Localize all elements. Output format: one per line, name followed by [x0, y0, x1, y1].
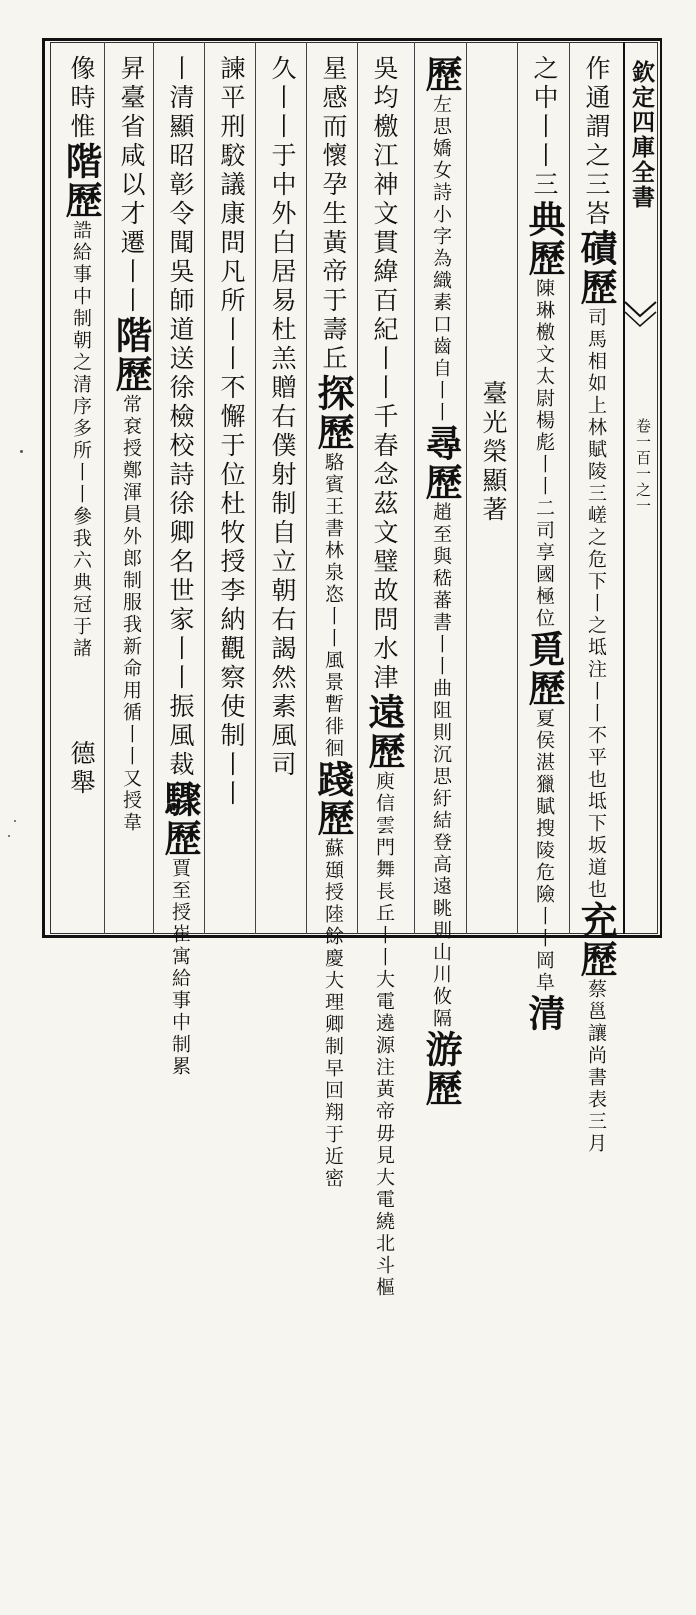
body-text: 之中丨丨三	[530, 55, 559, 200]
citation-text: 趙至與嵇蕃書丨丨曲阻則沉思紆結登高遠眺則山川攸隔	[430, 502, 452, 1030]
column-rule	[414, 42, 415, 934]
body-text: 吳均檄江神文貫緯百紀丨丨千春念茲文璧故問水津	[370, 55, 399, 693]
citation-text: 駱賓王書林泉恣丨丨風景暫徘徊	[322, 452, 344, 760]
entry-heading: 驟歷	[158, 780, 202, 858]
citation-text: 誥給事中制朝之清序多所丨丨參我六典冠于諸	[70, 220, 92, 660]
entry-heading: 階歷	[109, 316, 153, 394]
citation-text: 司馬相如上林賦陵三嵯之危下丨之坻注丨丨不平也坻下坂道也	[585, 307, 607, 901]
volume-label: 卷一百一之一	[634, 418, 652, 514]
entry-heading: 清	[522, 994, 566, 1033]
entry-heading: 歷	[419, 55, 463, 94]
body-text: 昇臺省咸以才遷丨丨	[117, 55, 146, 316]
entry-heading: 游歷	[419, 1030, 463, 1108]
entry-heading: 探歷	[311, 374, 355, 452]
entry-heading: 覓歷	[522, 630, 566, 708]
body-text: 臺光榮顯著	[479, 380, 508, 525]
text-column-7	[257, 55, 307, 930]
citation-text: 常袞授鄭渾員外郎制服我新命用循丨丨又授韋	[120, 394, 142, 834]
citation-text: 賈至授崔寓給事中制累	[169, 858, 191, 1078]
body-text: 作通謂之三峇	[582, 55, 611, 229]
text-column-8	[206, 55, 256, 930]
body-text: 像時惟	[67, 55, 96, 142]
book-title: 欽定四庫全書	[628, 60, 655, 210]
entry-heading: 尋歷	[419, 424, 463, 502]
entry-heading: 歷	[574, 268, 618, 307]
ink-speck	[20, 450, 23, 453]
text-column-1	[571, 55, 621, 1155]
column-rule	[466, 42, 467, 934]
text-column-3	[468, 380, 518, 1255]
citation-text: 左思嬌女詩小字為織素口齒自丨丨	[430, 94, 452, 424]
citation-text: 蔡邕讓尚書表三月	[585, 979, 607, 1155]
entry-heading: 遠歷	[362, 693, 406, 771]
body-text: 星感而懷孕生黃帝于壽丘	[319, 55, 348, 374]
entry-heading: 典歷	[522, 200, 566, 278]
column-rule	[569, 42, 570, 934]
text-column-12	[56, 740, 106, 1615]
entry-heading: 階歷	[59, 142, 103, 220]
citation-text: 陳琳檄文太尉楊彪丨丨二司享國極位	[533, 278, 555, 630]
body-text: 德舉	[67, 740, 96, 798]
text-column-2	[519, 55, 569, 1033]
text-column-6	[308, 55, 358, 1190]
entry-heading: 踐歷	[311, 760, 355, 838]
citation-text: 庾信雲門舞長丘丨丨大電遶源注黃帝毋見大電繞北斗樞	[373, 771, 395, 1299]
text-column-5	[359, 55, 409, 1299]
text-column-4	[416, 55, 466, 1108]
ink-speck	[14, 820, 16, 822]
body-text: 丨清顯昭彰令聞吳師道送徐檢校詩徐卿名世家丨丨振風裁	[166, 55, 195, 780]
citation-text: 夏侯湛獵賦搜陵危險丨丨岡阜	[533, 708, 555, 994]
text-column-9	[155, 55, 205, 1078]
ink-speck	[8, 835, 10, 837]
body-text: 諫平刑駮議康問凡所丨丨不懈于位杜牧授李納觀察使制丨丨	[217, 55, 246, 809]
entry-heading: 磧	[574, 229, 618, 268]
text-column-10	[106, 55, 156, 930]
fishtail-mark-icon	[623, 300, 658, 330]
body-text: 久丨丨于中外白居易杜羔贈右僕射制自立朝右謁然素風司	[268, 55, 297, 780]
citation-text: 蘇頲授陸餘慶大理卿制早回翔于近密	[322, 838, 344, 1190]
entry-heading: 充歷	[574, 901, 618, 979]
